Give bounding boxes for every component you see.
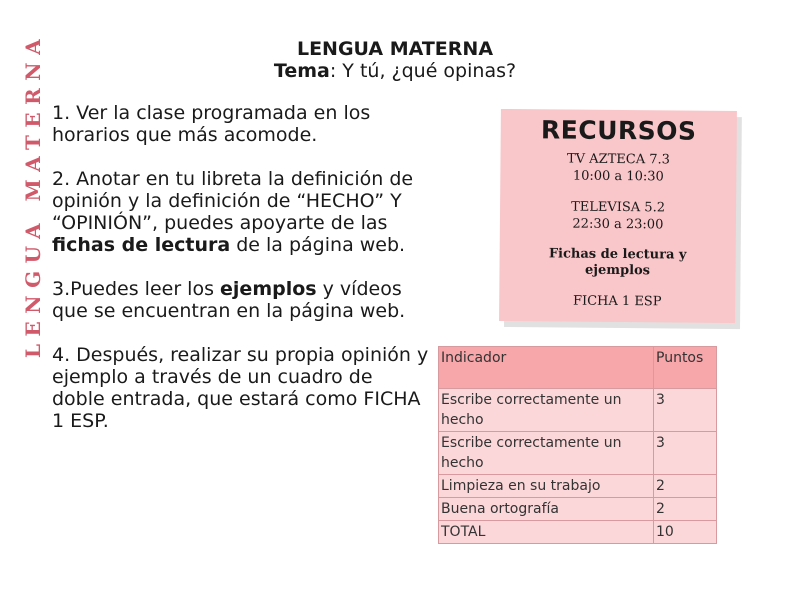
ficha-label: FICHA 1 ESP <box>572 293 662 310</box>
topic-label: Tema <box>273 60 330 82</box>
points-cell: 3 <box>654 432 717 475</box>
indicator-cell: Buena ortografía <box>439 498 654 521</box>
resources-card <box>499 109 737 323</box>
indicator-cell: TOTAL <box>439 521 654 544</box>
schedule-1: 10:00 a 10:30 <box>572 168 664 185</box>
fichas-label: Fichas de lectura y ejemplos <box>548 246 687 279</box>
table-header-row <box>439 347 717 389</box>
table-row <box>439 475 717 498</box>
topic-line <box>170 60 620 82</box>
step-2: 2. Anotar en tu libreta la definición de opinión y la definición de “HECHO” Y “OPINIÓN”, puedes apoyarte de las fichas de lectura de la página web. <box>52 168 414 256</box>
column-header-puntos: Puntos <box>654 347 717 389</box>
topic-text: : Y tú, ¿qué opinas? <box>329 60 517 82</box>
points-cell: 10 <box>654 521 717 544</box>
table-row <box>439 432 717 475</box>
resources-title: RECURSOS <box>540 115 697 146</box>
page-title: LENGUA MATERNA <box>296 38 494 60</box>
indicator-cell: Escribe correctamente un hecho <box>439 432 654 475</box>
indicator-cell: Escribe correctamente un hecho <box>439 389 654 432</box>
step-3: 3.Puedes leer los ejemplos y vídeos que se encuentran en la página web. <box>52 278 406 322</box>
table-row <box>439 498 717 521</box>
rubric-table <box>438 346 717 544</box>
instruction-steps <box>52 102 430 454</box>
column-header-indicador: Indicador <box>439 347 654 389</box>
step-4: 4. Después, realizar su propia opinión y ejemplo a través de un cuadro de doble entrada, que estará como FICHA 1 ESP. <box>52 344 429 432</box>
schedule-2: 22:30 a 23:00 <box>572 216 664 233</box>
indicator-cell: Limpieza en su trabajo <box>439 475 654 498</box>
points-cell: 2 <box>654 498 717 521</box>
channel-2: TELEVISA 5.2 <box>571 199 666 216</box>
points-cell: 2 <box>654 475 717 498</box>
step-1: 1. Ver la clase programada en los horarios que más acomode. <box>52 102 371 146</box>
side-label-text: LENGUA MATERNA <box>21 31 45 358</box>
table-row <box>439 521 717 544</box>
points-cell: 3 <box>654 389 717 432</box>
channel-1: TV AZTECA 7.3 <box>566 151 671 168</box>
page-header <box>170 38 620 82</box>
table-row <box>439 389 717 432</box>
